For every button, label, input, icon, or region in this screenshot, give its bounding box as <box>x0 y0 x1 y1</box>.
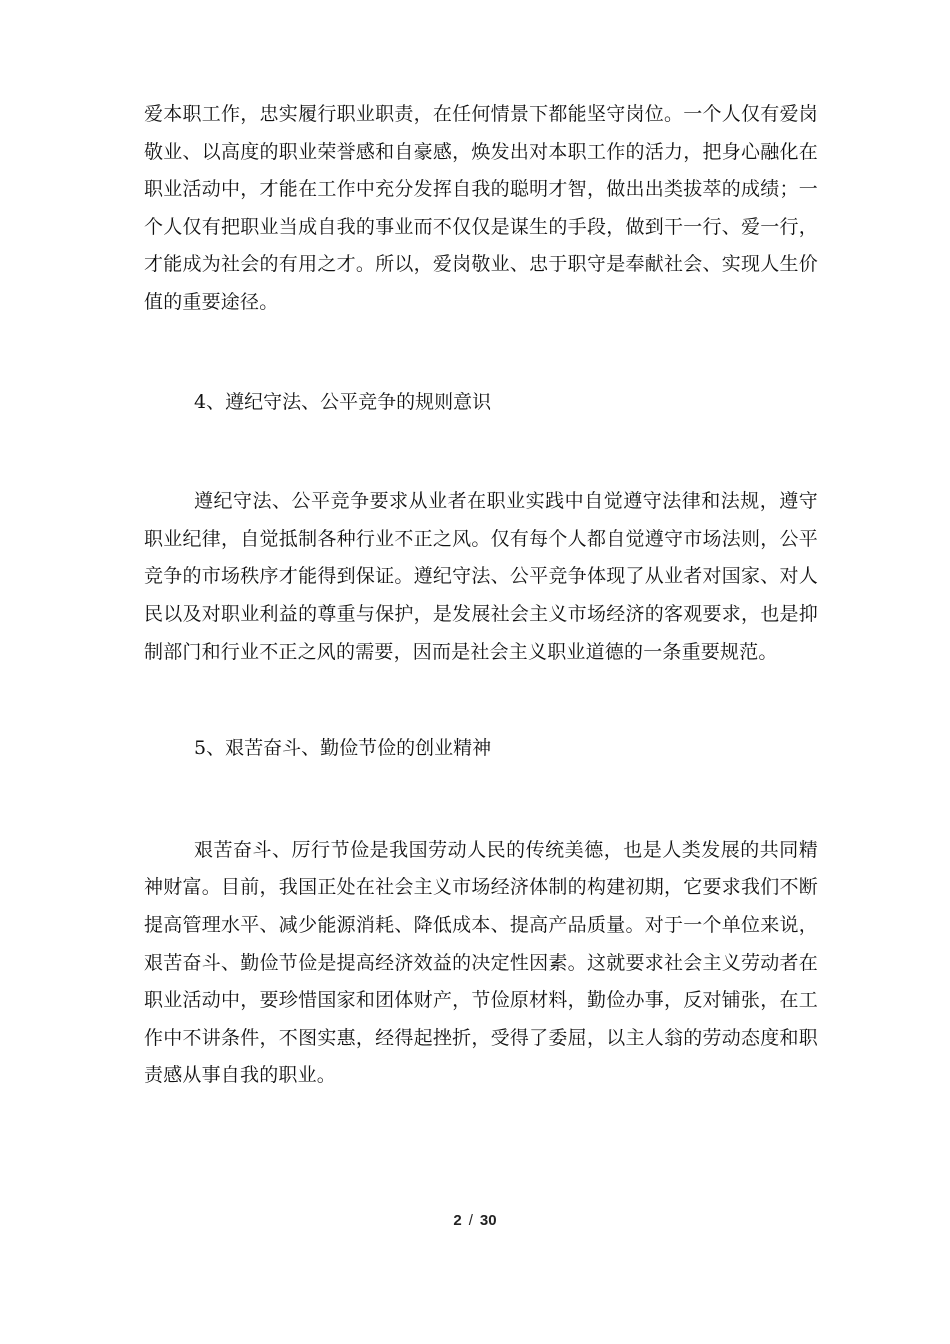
section-heading: 4、遵纪守法、公平竞争的规则意识 <box>194 390 492 413</box>
paragraph: 遵纪守法、公平竞争要求从业者在职业实践中自觉遵守法律和法规，遵守职业纪律，自觉抵制各种行业不正之风。仅有每个人都自觉遵守市场法则，公平竞争的市场秩序才能得到保证。遵纪守法、公平竞争体现了从业者对国家、对人民以及对职业利益的尊重与保护，是发展社会主义市场经济的客观要求，也是抑制部门和行业不正之风的需要，因而是社会主义职业道德的一条重要规范。 <box>144 490 818 663</box>
spacer <box>144 768 818 832</box>
paragraph: 爱本职工作，忠实履行职业职责，在任何情景下都能坚守岗位。一个人仅有爱岗敬业、以高度的职业荣誉感和自豪感，焕发出对本职工作的活力，把身心融化在职业活动中，才能在工作中充分发挥自我的聪明才智，做出出类拔萃的成绩；一个人仅有把职业当成自我的事业而不仅仅是谋生的手段，做到干一行、爱一行，才能成为社会的有用之才。所以，爱岗敬业、忠于职守是奉献社会、实现人生价值的重要途径。 <box>144 103 818 313</box>
paragraph: 艰苦奋斗、厉行节俭是我国劳动人民的传统美德，也是人类发展的共同精神财富。目前，我国正处在社会主义市场经济体制的构建初期，它要求我们不断提高管理水平、减少能源消耗、降低成本、提高产品质量。对于一个单位来说，艰苦奋斗、勤俭节俭是提高经济效益的决定性因素。这就要求社会主义劳动者在职业活动中，要珍惜国家和团体财产，节俭原材料，勤俭办事，反对铺张，在工作中不讲条件，不图实惠，经得起挫折，受得了委屈，以主人翁的劳动态度和职责感从事自我的职业。 <box>144 838 818 1087</box>
page-number <box>0 1212 950 1229</box>
section-heading: 5、艰苦奋斗、勤俭节俭的创业精神 <box>194 737 492 760</box>
current-page: 2 <box>453 1212 462 1229</box>
document-body <box>144 96 818 1095</box>
spacer <box>144 322 818 384</box>
page-separator: / <box>468 1212 473 1229</box>
total-pages: 30 <box>479 1212 497 1229</box>
spacer <box>144 671 818 730</box>
spacer <box>144 421 818 483</box>
